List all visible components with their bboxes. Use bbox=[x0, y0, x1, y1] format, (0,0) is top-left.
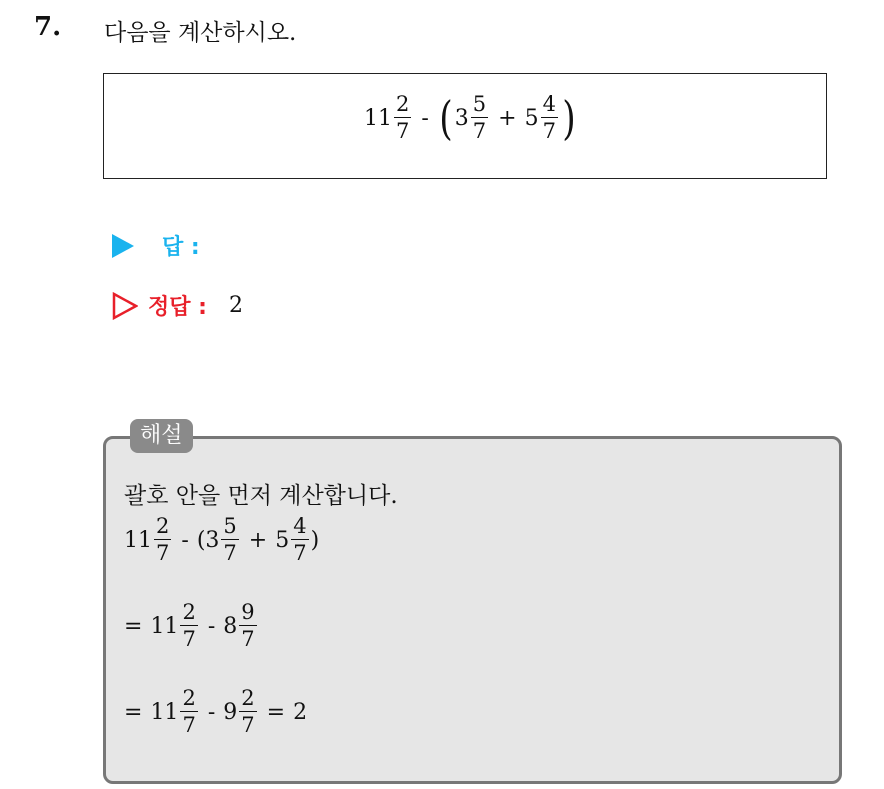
numerator: 2 bbox=[241, 686, 255, 710]
minus-sign: - bbox=[421, 105, 429, 131]
fraction bbox=[394, 94, 411, 142]
whole-number: 11 bbox=[150, 613, 179, 639]
whole-number: 5 bbox=[275, 527, 290, 553]
answer-label: 답 : bbox=[162, 235, 200, 260]
numerator: 2 bbox=[396, 92, 410, 116]
plus-sign: + bbox=[498, 105, 517, 131]
denominator: 7 bbox=[472, 119, 487, 143]
solution-step-1 bbox=[124, 516, 319, 564]
fraction bbox=[291, 516, 308, 564]
denominator: 7 bbox=[293, 541, 307, 565]
minus-sign: - bbox=[207, 699, 216, 725]
solution-step-2 bbox=[124, 602, 259, 650]
minus-sign: - bbox=[207, 613, 216, 639]
denominator: 7 bbox=[156, 541, 170, 565]
equals-sign: = bbox=[124, 613, 143, 639]
question-prompt: 다음을 계산하시오. bbox=[104, 20, 297, 46]
fraction bbox=[239, 688, 256, 736]
equals-sign: = bbox=[124, 699, 143, 725]
numerator: 2 bbox=[156, 514, 170, 538]
equals-sign: = bbox=[266, 699, 286, 725]
left-parenthesis: ( bbox=[196, 527, 206, 553]
denominator: 7 bbox=[241, 713, 255, 737]
whole-number: 8 bbox=[223, 613, 238, 639]
fraction bbox=[180, 602, 197, 650]
numerator: 9 bbox=[241, 600, 255, 624]
correct-answer-value: 2 bbox=[228, 293, 243, 318]
play-arrow-icon bbox=[112, 234, 134, 258]
question-number: 7. bbox=[34, 12, 62, 42]
whole-number: 5 bbox=[524, 105, 539, 131]
left-parenthesis: ( bbox=[439, 91, 453, 145]
plus-sign: + bbox=[248, 527, 268, 553]
whole-number: 11 bbox=[364, 105, 392, 131]
denominator: 7 bbox=[241, 627, 255, 651]
whole-number: 3 bbox=[205, 527, 220, 553]
numerator: 4 bbox=[542, 92, 556, 116]
fraction bbox=[180, 688, 197, 736]
numerator: 4 bbox=[293, 514, 307, 538]
fraction bbox=[154, 516, 171, 564]
expression-box bbox=[103, 73, 827, 179]
denominator: 7 bbox=[542, 119, 556, 143]
whole-number: 3 bbox=[454, 105, 469, 131]
answer-row bbox=[112, 230, 200, 261]
denominator: 7 bbox=[182, 627, 196, 651]
denominator: 7 bbox=[396, 119, 410, 143]
numerator: 5 bbox=[223, 514, 237, 538]
correct-answer-label: 정답 : bbox=[148, 295, 207, 320]
fraction bbox=[239, 602, 256, 650]
denominator: 7 bbox=[182, 713, 196, 737]
whole-number: 11 bbox=[124, 527, 152, 553]
outline-arrow-icon bbox=[112, 292, 138, 320]
numerator: 2 bbox=[182, 686, 196, 710]
whole-number: 11 bbox=[150, 699, 179, 725]
question-expression bbox=[364, 91, 578, 145]
denominator: 7 bbox=[223, 541, 237, 565]
numerator: 5 bbox=[472, 92, 487, 116]
right-parenthesis: ) bbox=[310, 527, 320, 553]
correct-answer-row bbox=[112, 290, 243, 321]
solution-intro: 괄호 안을 먼저 계산합니다. bbox=[124, 483, 398, 509]
whole-number: 9 bbox=[223, 699, 238, 725]
result-value: 2 bbox=[293, 699, 308, 725]
solution-step-3 bbox=[124, 688, 307, 736]
fraction bbox=[471, 94, 488, 142]
fraction bbox=[221, 516, 238, 564]
numerator: 2 bbox=[182, 600, 196, 624]
right-parenthesis: ) bbox=[562, 91, 576, 145]
solution-tag: 해설 bbox=[130, 419, 193, 453]
fraction bbox=[541, 94, 558, 142]
minus-sign: - bbox=[181, 527, 189, 553]
